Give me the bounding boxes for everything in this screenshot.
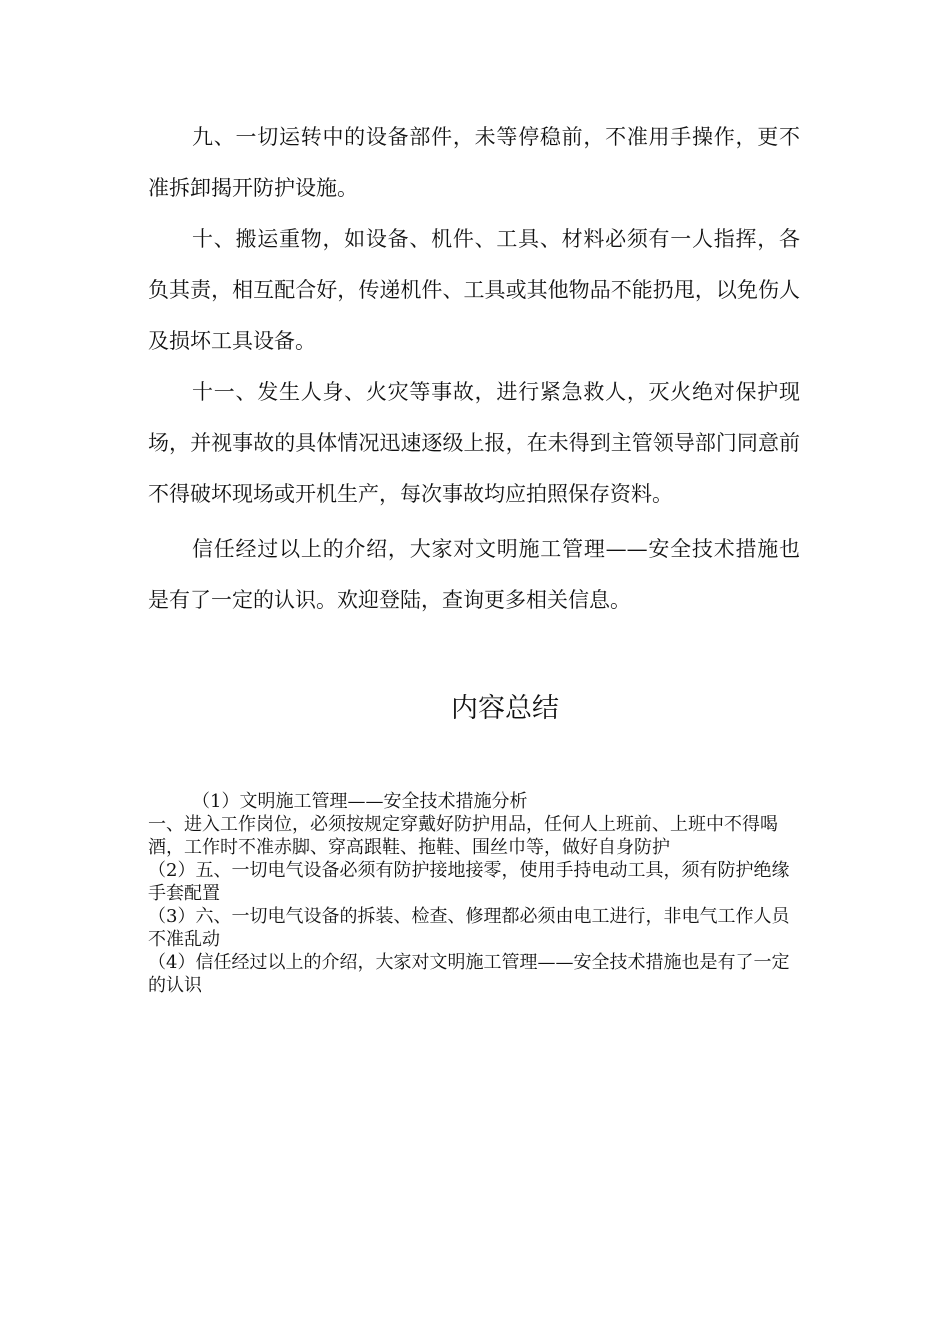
paragraph-rule-9: 九、一切运转中的设备部件，未等停稳前，不准用手操作，更不准拆卸揭开防护设施。 bbox=[148, 125, 800, 200]
summary-item: （2）五、一切电气设备必须有防护接地接零，使用手持电动工具，须有防护绝缘手套配置 bbox=[148, 860, 790, 904]
summary-list bbox=[148, 790, 804, 997]
summary-item: 一、进入工作岗位，必须按规定穿戴好防护用品，任何人上班前、上班中不得喝酒，工作时不准赤脚、穿高跟鞋、拖鞋、围丝巾等，做好自身防护 bbox=[148, 814, 778, 858]
summary-item: （4）信任经过以上的介绍，大家对文明施工管理——安全技术措施也是有了一定的认识 bbox=[148, 952, 790, 996]
summary-item: （1）文明施工管理——安全技术措施分析 bbox=[192, 791, 528, 812]
paragraph-closing: 信任经过以上的介绍，大家对文明施工管理——安全技术措施也是有了一定的认识。欢迎登陆，查询更多相关信息。 bbox=[148, 537, 800, 612]
summary-item: （3）六、一切电气设备的拆装、检查、修理都必须由电工进行，非电气工作人员不准乱动 bbox=[148, 906, 790, 950]
paragraph-rule-10: 十、搬运重物，如设备、机件、工具、材料必须有一人指挥，各负其责，相互配合好，传递机件、工具或其他物品不能扔甩，以免伤人及损坏工具设备。 bbox=[148, 227, 800, 353]
paragraph-rule-11: 十一、发生人身、火灾等事故，进行紧急救人，灭火绝对保护现场，并视事故的具体情况迅速逐级上报，在未得到主管领导部门同意前不得破坏现场或开机生产，每次事故均应拍照保存资料。 bbox=[148, 380, 800, 506]
summary-heading: 内容总结 bbox=[451, 693, 559, 724]
